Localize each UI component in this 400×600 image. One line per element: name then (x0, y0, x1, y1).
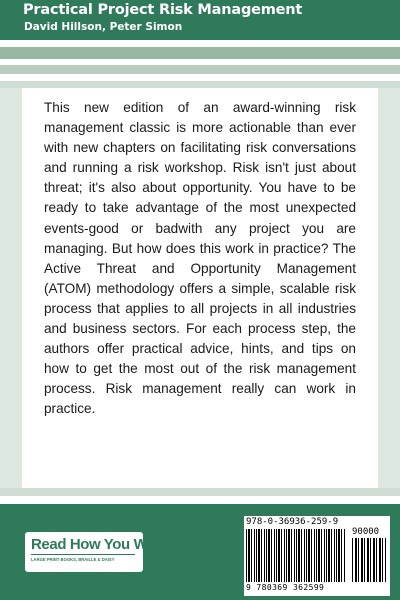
divider-stripe (0, 65, 400, 74)
price-code: 90000 (352, 527, 380, 537)
logo-rule (31, 554, 135, 555)
top-title-band (0, 0, 400, 40)
isbn-text: 978-0-36936-259-9 (246, 517, 339, 527)
blurb-panel-frame (0, 88, 400, 488)
blurb-panel (22, 88, 378, 488)
divider-stripe (0, 81, 400, 88)
book-authors: David Hillson, Peter Simon (24, 21, 183, 33)
divider-stripe (0, 40, 400, 47)
back-cover-blurb: This new edition of an award-winning risk management classic is more actionable than ever with new chapters on facilitating risk conversations and running a risk workshop. Risk isn't just about threat; it's also about opportunity. You have to be ready to take advantage of the most unexpected events-good or badwith any project you are managing. But how does this work in practice? The Active Threat and Opportunity Management (ATOM) methodology offers a simple, scalable risk process that applies to all projects in all industries and business sectors. For each process step, the authors offer practical advice, hints, and tips on how to get the most out of the risk management process. Risk management really can work in practice. (44, 100, 356, 417)
barcode-area (244, 516, 390, 596)
addon-barcode-icon (352, 538, 386, 582)
divider-stripe (0, 496, 400, 504)
divider-stripe (0, 74, 400, 81)
divider-stripe (0, 47, 400, 59)
publisher-name: Read How You Want (31, 536, 169, 553)
book-title: Practical Project Risk Management (23, 2, 303, 18)
publisher-tagline: LARGE PRINT BOOKS, BRAILLE & DAISY (31, 557, 115, 562)
barcode-icon (246, 529, 346, 582)
ean-digits: 9 780369 362599 (246, 583, 325, 592)
publisher-logo (25, 532, 169, 572)
divider-stripe (0, 488, 400, 496)
